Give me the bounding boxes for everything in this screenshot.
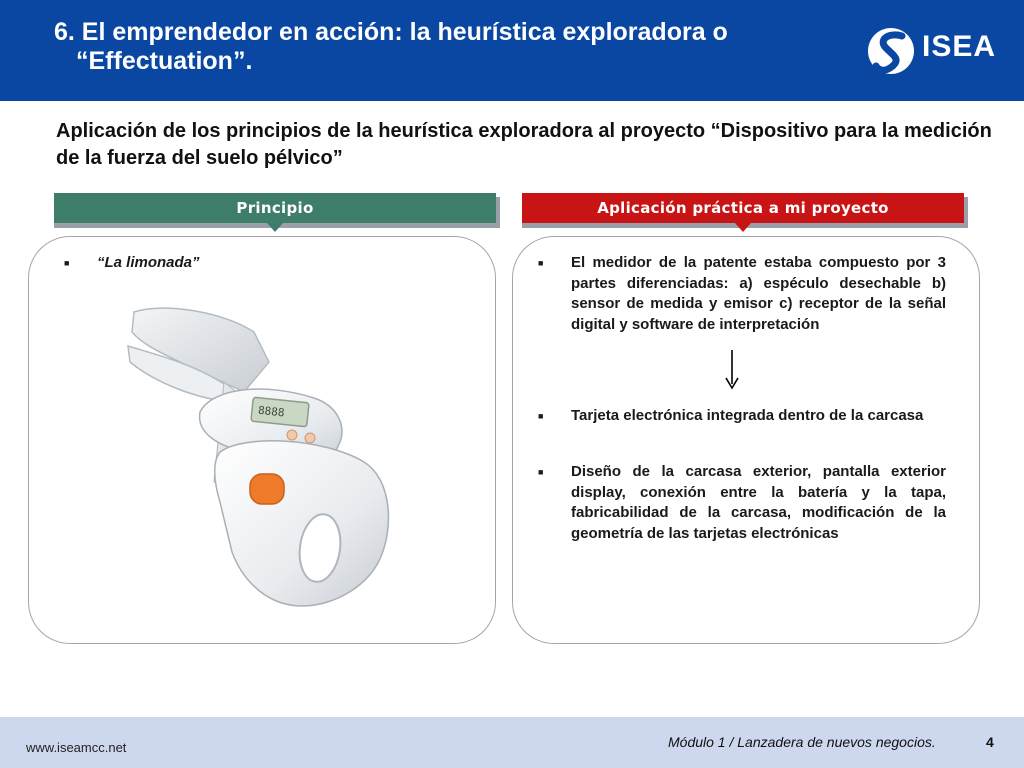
pelvic-floor-device-image (124, 302, 394, 614)
principle-bullet: ■ “La limonada” (64, 253, 464, 274)
subtitle: Aplicación de los principios de la heurística exploradora al proyecto “Dispositivo para la medición de la fuerza del suelo pélvico” (56, 120, 992, 169)
arrow-down-icon (724, 350, 740, 390)
logo-text: ISEA (922, 30, 997, 63)
footer-module-label: Módulo 1 / Lanzadera de nuevos negocios. (668, 734, 936, 750)
tab-aplicacion (522, 193, 964, 223)
tab-aplicacion-label: Aplicación práctica a mi proyecto (597, 199, 889, 217)
tab-pointer-icon (735, 223, 751, 232)
slide-title-line2: “Effectuation”. (76, 47, 253, 75)
square-bullet-icon: ■ (538, 467, 544, 477)
tab-principio-label: Principio (236, 199, 314, 217)
slide-title-line1: 6. El emprendedor en acción: la heurística exploradora o (54, 18, 728, 46)
square-bullet-icon: ■ (538, 258, 544, 268)
application-bullet: ■ El medidor de la patente estaba compuesto por 3 partes diferenciadas: a) espéculo desechable b) sensor de medida y emisor c) receptor de la señal digital y software de interpretación (538, 254, 946, 333)
application-bullet: ■ Tarjeta electrónica integrada dentro de la carcasa (538, 406, 946, 427)
tab-principio (54, 193, 496, 223)
header-bar (0, 0, 1024, 101)
application-bullet: ■ Diseño de la carcasa exterior, pantalla exterior display, conexión entre la batería y la tapa, fabricabilidad de la carcasa, modificación de la geometría de las tarjetas electrónicas (538, 463, 946, 542)
footer-website-link[interactable]: www.iseamcc.net (26, 740, 127, 755)
square-bullet-icon: ■ (64, 258, 70, 268)
svg-text:8888: 8888 (257, 403, 286, 420)
isea-logo (866, 26, 996, 76)
square-bullet-icon: ■ (538, 411, 544, 421)
slide-title (54, 18, 844, 76)
tab-pointer-icon (267, 223, 283, 232)
page-number: 4 (986, 734, 994, 750)
isea-s-swirl-icon (866, 26, 918, 76)
